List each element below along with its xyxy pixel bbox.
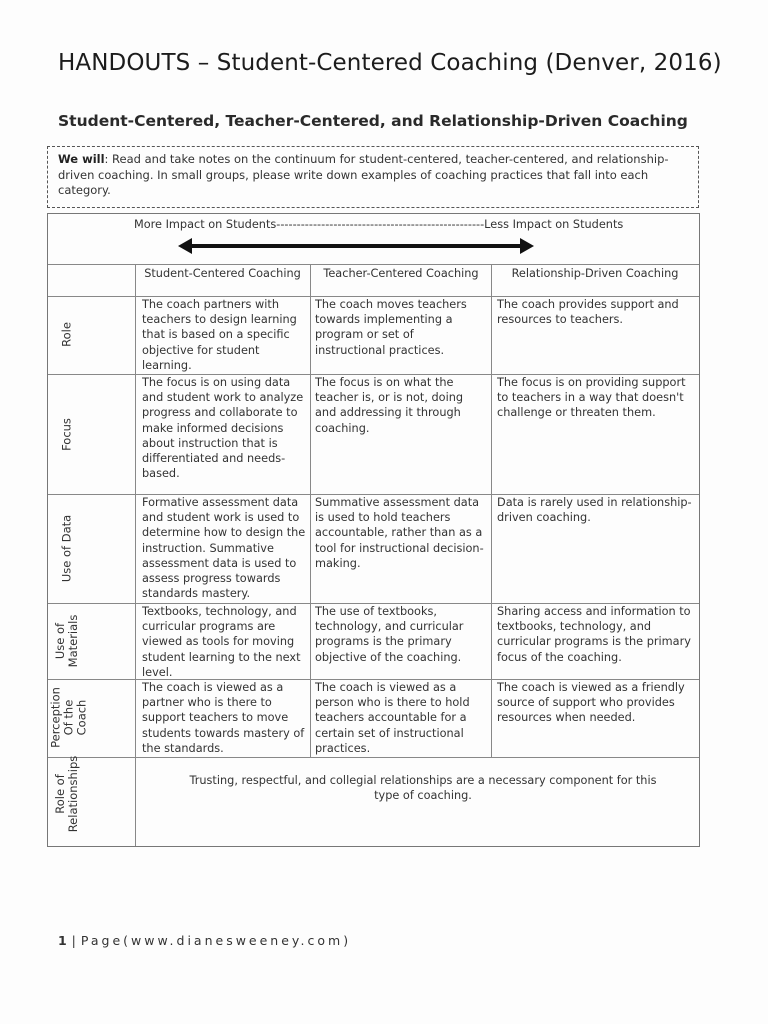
row-label-role-of-relationships bbox=[54, 751, 80, 837]
column-header-student-centered: Student-Centered Coaching bbox=[144, 267, 301, 280]
cell-perception-teacher: The coach is viewed as a person who is there to hold teachers accountable for a certain set of instructional practices. bbox=[315, 681, 470, 755]
footer-page-word: Page bbox=[80, 933, 124, 948]
row-label-line: Perception bbox=[48, 687, 63, 748]
footer-separator: | bbox=[67, 933, 81, 948]
coaching-comparison-table bbox=[47, 213, 700, 847]
instruction-label: We will bbox=[58, 152, 105, 166]
cell-data-student: Formative assessment data and student work is used to determine how to design the instruction. Summative assessment data is used to assess progress towards standards mastery. bbox=[142, 496, 306, 601]
cell-focus-teacher: The focus is on what the teacher is, or is not, doing and addressing it through coaching. bbox=[315, 376, 464, 435]
impact-continuum-label: More Impact on Students---------------------------------------------------Less Impact on Students bbox=[134, 218, 624, 231]
page-footer bbox=[58, 933, 351, 948]
double-arrow-icon bbox=[178, 236, 534, 256]
cell-perception-student: The coach is viewed as a partner who is there to support teachers to move students towards mastery of the standards. bbox=[142, 681, 305, 755]
cell-role-teacher: The coach moves teachers towards implementing a program or set of instructional practices. bbox=[315, 298, 467, 357]
cell-data-relationship: Data is rarely used in relationship-driven coaching. bbox=[497, 496, 692, 525]
footer-website-link[interactable]: (www.dianesweeney.com) bbox=[123, 933, 352, 948]
cell-relationships-merged: Trusting, respectful, and collegial relationships are a necessary component for this type of coaching. bbox=[189, 774, 657, 803]
cell-data-teacher: Summative assessment data is used to hold teachers accountable, rather than as a tool for instructional decision-making. bbox=[315, 496, 484, 570]
row-label-line: Of the bbox=[61, 699, 76, 736]
cell-focus-relationship: The focus is on providing support to teachers in a way that doesn't challenge or threaten them. bbox=[497, 376, 686, 420]
row-label-line: Role of bbox=[53, 774, 67, 814]
cell-role-relationship: The coach provides support and resources to teachers. bbox=[497, 298, 679, 327]
section-title: Student-Centered, Teacher-Centered, and Relationship-Driven Coaching bbox=[58, 112, 688, 130]
instruction-text: : Read and take notes on the continuum for student-centered, teacher-centered, and relationship-driven coaching. In small groups, please write down examples of coaching practices that fall into each category. bbox=[58, 152, 669, 197]
row-label-line: Materials bbox=[66, 614, 80, 668]
column-header-relationship-driven: Relationship-Driven Coaching bbox=[511, 267, 679, 280]
row-label-line: Use of bbox=[53, 622, 67, 660]
row-label-line: Coach bbox=[74, 699, 89, 736]
row-label-perception-of-coach bbox=[50, 678, 89, 758]
instruction-box bbox=[47, 146, 699, 208]
row-label-use-of-data: Use of Data bbox=[59, 514, 74, 583]
row-label-line: Relationships bbox=[66, 755, 80, 833]
page-number: 1 bbox=[58, 933, 68, 948]
cell-materials-teacher: The use of textbooks, technology, and curricular programs is the primary objective of the coaching. bbox=[315, 605, 464, 664]
row-label-role: Role bbox=[59, 322, 74, 347]
page-title: HANDOUTS – Student-Centered Coaching (Denver, 2016) bbox=[58, 50, 722, 76]
cell-focus-student: The focus is on using data and student work to analyze progress and collaborate to make informed decisions about instruction that is differentiated and needs-based. bbox=[142, 376, 304, 481]
column-header-teacher-centered: Teacher-Centered Coaching bbox=[323, 267, 479, 280]
row-label-focus: Focus bbox=[59, 418, 74, 451]
cell-materials-relationship: Sharing access and information to textbooks, technology, and curricular programs is the primary focus of the coaching. bbox=[497, 605, 691, 664]
row-label-use-of-materials bbox=[54, 606, 80, 676]
cell-perception-relationship: The coach is viewed as a friendly source of support who provides resources when needed. bbox=[497, 681, 685, 725]
cell-role-student: The coach partners with teachers to design learning that is based on a specific objective for student learning. bbox=[142, 298, 297, 372]
cell-materials-student: Textbooks, technology, and curricular programs are viewed as tools for moving student learning to the next level. bbox=[142, 605, 301, 678]
